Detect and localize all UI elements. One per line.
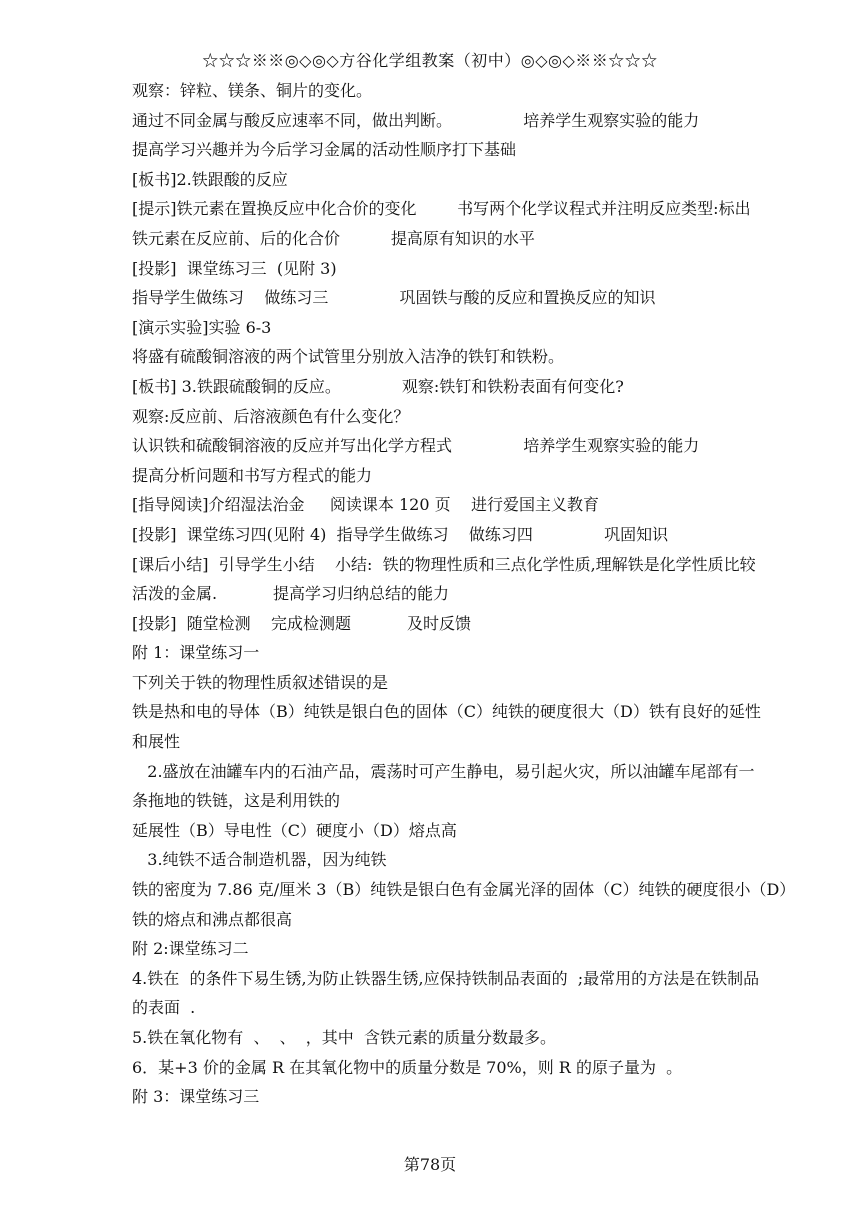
- text-line: [投影] 课堂练习三 (见附 3): [132, 258, 337, 278]
- text-line: 附 3：课堂练习三: [132, 1087, 260, 1107]
- text-line: 下列关于铁的物理性质叙述错误的是: [132, 672, 389, 692]
- text-line: 提高分析问题和书写方程式的能力: [132, 465, 373, 485]
- page-header: ☆☆☆※※◎◇◎◇方谷化学组教案（初中）◎◇◎◇※※☆☆☆: [202, 51, 658, 70]
- text-line: 2.盛放在油罐车内的石油产品，震荡时可产生静电，易引起火灾，所以油罐车尾部有一: [132, 761, 755, 781]
- text-line: 提高学习兴趣并为今后学习金属的活动性顺序打下基础: [132, 140, 517, 160]
- text-line: 3.纯铁不适合制造机器，因为纯铁: [132, 850, 387, 870]
- text-line: [板书] 3.铁跟硫酸铜的反应。 观察:铁钉和铁粉表面有何变化?: [132, 376, 624, 396]
- text-line: 和展性: [132, 732, 181, 752]
- text-line: [指导阅读]介绍湿法治金 阅读课本 120 页 进行爱国主义教育: [132, 495, 599, 515]
- page-number: 第78页: [403, 1155, 457, 1174]
- document-body: [132, 76, 812, 1112]
- text-line: 的表面 .: [132, 998, 196, 1018]
- text-line: 4.铁在 的条件下易生锈,为防止铁器生锈,应保持铁制品表面的 ;最常用的方法是在铁制品: [132, 968, 760, 988]
- text-line: 条拖地的铁链，这是利用铁的: [132, 791, 341, 811]
- text-line: [提示]铁元素在置换反应中化合价的变化 书写两个化学议程式并注明反应类型:标出: [132, 199, 751, 219]
- text-line: 活泼的金属. 提高学习归纳总结的能力: [132, 584, 450, 604]
- text-line: [投影] 随堂检测 完成检测题 及时反馈: [132, 613, 471, 633]
- text-line: [板书]2.铁跟酸的反应: [132, 169, 288, 189]
- text-line: 铁是热和电的导体（B）纯铁是银白色的固体（C）纯铁的硬度很大（D）铁有良好的延性: [132, 702, 761, 722]
- text-line: 5.铁在氧化物有 、 、 ，其中 含铁元素的质量分数最多。: [132, 1028, 556, 1047]
- text-line: 延展性（B）导电性（C）硬度小（D）熔点高: [132, 820, 457, 840]
- text-line: 观察：锌粒、镁条、铜片的变化。: [132, 81, 373, 100]
- text-line: 通过不同金属与酸反应速率不同，做出判断。 培养学生观察实验的能力: [132, 110, 700, 130]
- text-line: 附 1：课堂练习一: [132, 643, 260, 663]
- text-line: [投影] 课堂练习四(见附 4) 指导学生做练习 做练习四 巩固知识: [132, 524, 669, 544]
- text-line: [演示实验]实验 6-3: [132, 317, 272, 337]
- text-line: 铁的密度为 7.86 克/厘米 3（B）纯铁是银白色有金属光泽的固体（C）纯铁的硬度很小（D）: [132, 880, 796, 900]
- text-line: 将盛有硫酸铜溶液的两个试管里分别放入洁净的铁钉和铁粉。: [132, 347, 565, 367]
- text-line: 附 2:课堂练习二: [132, 939, 249, 959]
- text-line: 铁元素在反应前、后的化合价 提高原有知识的水平: [132, 228, 535, 248]
- text-line: 观察:反应前、后溶液颜色有什么变化？: [132, 406, 410, 426]
- text-line: 认识铁和硫酸铜溶液的反应并写出化学方程式 培养学生观察实验的能力: [132, 436, 700, 456]
- text-line: [课后小结] 引导学生小结 小结: 铁的物理性质和三点化学性质,理解铁是化学性质比较: [132, 554, 756, 574]
- text-line: 6．某+3 价的金属 R 在其氧化物中的质量分数是 70%，则 R 的原子量为 。: [132, 1057, 683, 1077]
- text-line: 铁的熔点和沸点都很高: [132, 909, 293, 929]
- text-line: 指导学生做练习 做练习三 巩固铁与酸的反应和置换反应的知识: [132, 288, 656, 308]
